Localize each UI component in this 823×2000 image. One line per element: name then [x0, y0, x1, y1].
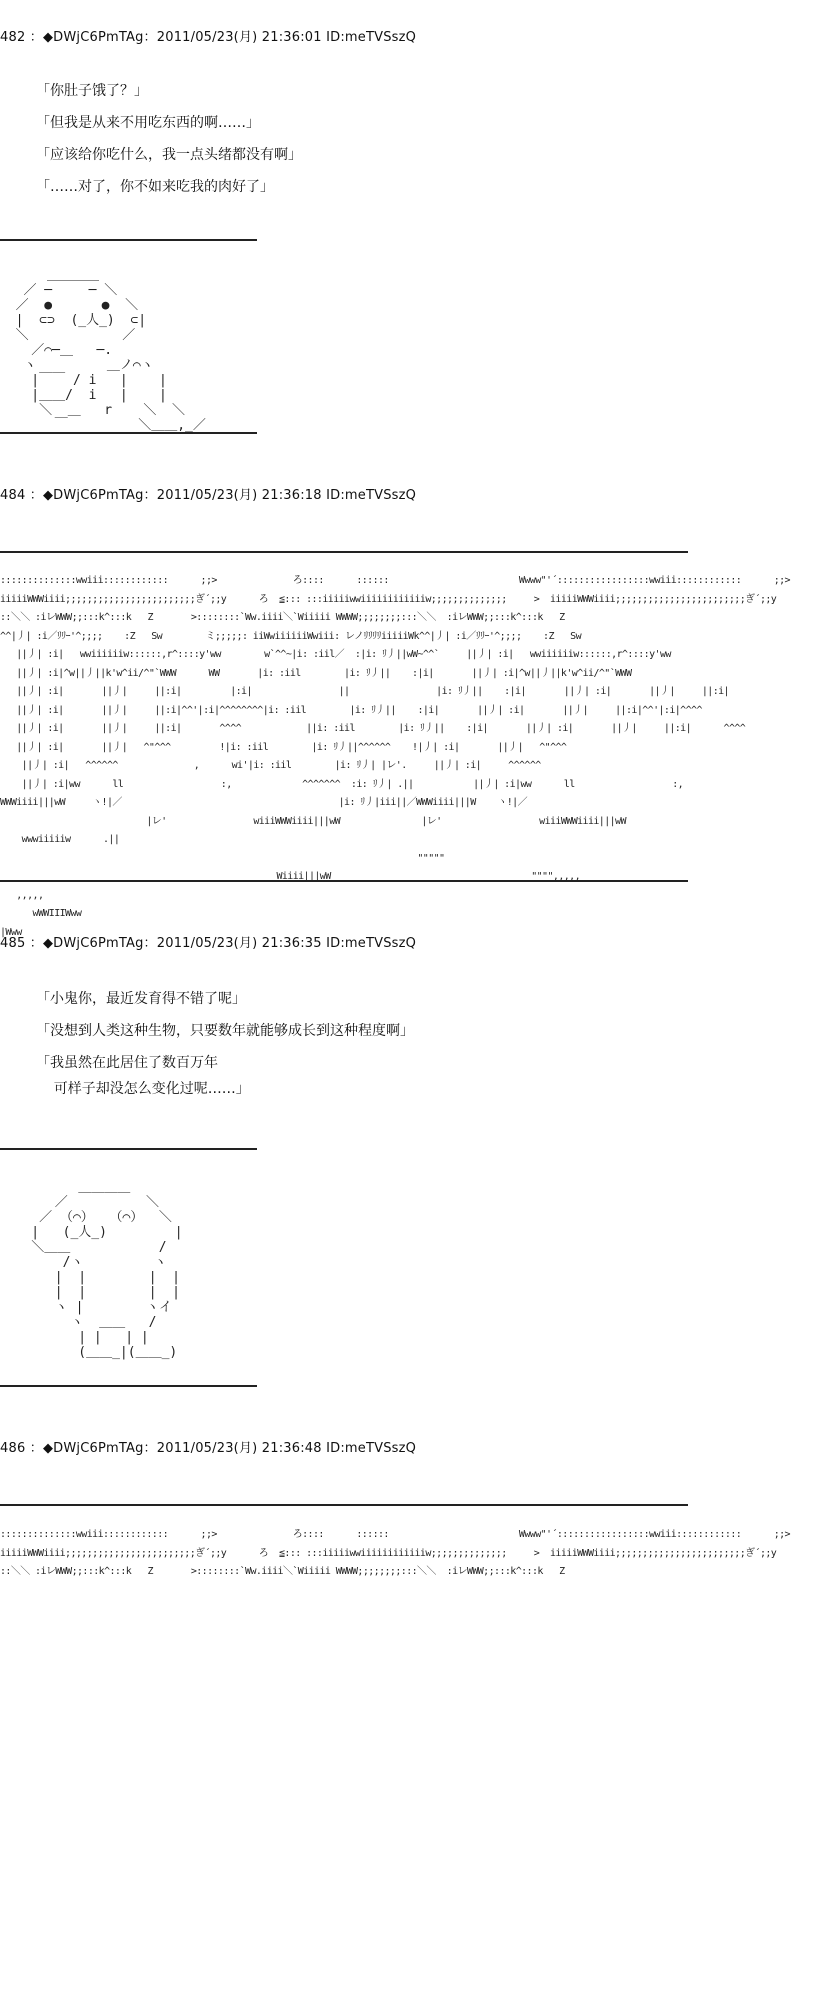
divider	[0, 880, 688, 882]
divider	[0, 432, 257, 434]
post-header-484: 484 ：◆DWjC6PmTAg：2011/05/23(月) 21:36:18 ID:meTVSszQ	[0, 488, 417, 503]
divider	[0, 1504, 688, 1506]
ascii-art-face: ＿＿＿＿ ／ ─ ─ ＼ ／ ● ● ＼ | ⊂⊃ (_人_) ⊂| ＼ ／ ／⌒─＿ ─. ヽ ＿ノ⌒ヽ |￣￣ / i | | |＿＿/ i | | ＼ ＿ r ＼ ＼ ￣ ＼＿＿,_／	[15, 268, 206, 433]
post-header-482: 482 ：◆DWjC6PmTAg：2011/05/23(月) 21:36:01 ID:meTVSszQ	[0, 30, 417, 45]
divider	[0, 1385, 257, 1387]
ascii-art-face: ＿＿＿＿ ／ ＼ ／ （⌒） （⌒） ＼ | (_人_) | ＼＿＿ / /ヽ ヽ | | | | | | | | ヽ | ヽイ ヽ ＿＿ / | | | | (＿＿_|(＿＿_)	[31, 1180, 183, 1360]
divider	[0, 551, 688, 553]
dialogue-line: 「小鬼你，最近发育得不错了呢」	[36, 991, 246, 1007]
dialogue-line: 「我虽然在此居住了数百万年	[36, 1055, 218, 1071]
dialogue-line: 「……对了，你不如来吃我的肉好了」	[36, 179, 274, 195]
dialogue-line: 「你肚子饿了？」	[36, 83, 148, 99]
dialogue-line: 「但我是从来不用吃东西的啊……」	[36, 115, 260, 131]
divider	[0, 239, 257, 241]
divider	[0, 1148, 257, 1150]
ascii-art-crowd: ::::::::::::::wwiii:::::::::::: ;;> ろ:::: :::::: Wwww"'´:::::::::::::::::wwiii:::::::::::: ;;> iiiiiWWWiiii;;;;;;;;;;;;;;;;;;;;;;;;ぎ´;;y ろ ≦::: :::iiiiiwwiiiiiiiiiiiiw;;;;;;;;;;;;;; > iiiiiWWWiiii;;;;;;;;;;;;;;;;;;;;;;;;ぎ´;;y ::＼＼ :iレWWW;;:::k^:::k Z >::::::::`Ww.iiii＼`Wiiiii WWWW;;;;;;;;:::＼＼ :iレWWW;;:::k^:::k Z ^^|丿| :i／ﾘﾘｰ'^;;;; :Z Sw ミ;;;;;: iiWwiiiiiiWwiii: レノﾘﾘﾘﾘiiiiiWk^^|丿| :i／ﾘﾘｰ'^;;;; :Z Sw ||丿| :i| wwiiiiiiw::::::,r^::::y'ww w`^^~|i: :iil／ :|i: ﾘ丿||wW~^^` ||丿| :i| wwiiiiiiw::::::,r^::::y'ww ||丿| :i|^w||丿||k'w^ii/^"`WWW WW |i: :iil |i: ﾘ丿|| :|i| ||丿| :i|^w||丿||k'w^ii/^"`WWW ||丿| :i| ||丿| ||:i| |:i| || |i: ﾘ丿|| :|i| ||丿| :i| ||丿| ||:i| ||丿| :i| ||丿| ||:i|^^'|:i|^^^^^^^^|i: :iil |i: ﾘ丿|| :|i| ||丿| :i| ||丿| ||:i|^^'|:i|^^^^ ||丿| :i| ||丿| ||:i| ^^^^ ||i: :iil |i: ﾘ丿|| :|i| ||丿| :i| ||丿| ||:i| ^^^^ ||丿| :i| ||丿| ^"^^^ !|i: :iil |i: ﾘ丿||^^^^^^ !|丿| :i| ||丿| ^"^^^ ||丿| :i| ^^^^^^ , wi'|i: :iil |i: ﾘ丿| |レ'. ||丿| :i| ^^^^^^ ||丿| :i|ww ll :, ^^^^^^^ :i: ﾘ丿| .|| ||丿| :i|ww ll :, WWWiiii|||wW ヽ!|／ |i: ﾘ丿|iii||／WWWiiii|||W ヽ!|／ |レ' wiiiWWWiiii|||wW |レ' wiiiWWWiiii|||wW wwwiiiiiw .|| """"" Wiiii|||wW """",,,,, ,,,,, wWWIIIWww |Www	[0, 575, 790, 938]
dialogue-line: 「没想到人类这种生物，只要数年就能够成长到这种程度啊」	[36, 1023, 414, 1039]
post-header-486: 486 ：◆DWjC6PmTAg：2011/05/23(月) 21:36:48 ID:meTVSszQ	[0, 1441, 417, 1456]
post-header-485: 485 ：◆DWjC6PmTAg：2011/05/23(月) 21:36:35 ID:meTVSszQ	[0, 936, 417, 951]
dialogue-line: 「应该给你吃什么，我一点头绪都没有啊」	[36, 147, 302, 163]
ascii-art-crowd: ::::::::::::::wwiii:::::::::::: ;;> ろ:::: :::::: Wwww"'´:::::::::::::::::wwiii:::::::::::: ;;> iiiiiWWWiiii;;;;;;;;;;;;;;;;;;;;;;;;ぎ´;;y ろ ≦::: :::iiiiiwwiiiiiiiiiiiiw;;;;;;;;;;;;;; > iiiiiWWWiiii;;;;;;;;;;;;;;;;;;;;;;;;ぎ´;;y ::＼＼ :iレWWW;;:::k^:::k Z >::::::::`Ww.iiii＼`Wiiiii WWWW;;;;;;;;:::＼＼ :iレWWW;;:::k^:::k Z	[0, 1529, 790, 1577]
dialogue-line: 可样子却没怎么变化过呢……」	[36, 1081, 250, 1097]
